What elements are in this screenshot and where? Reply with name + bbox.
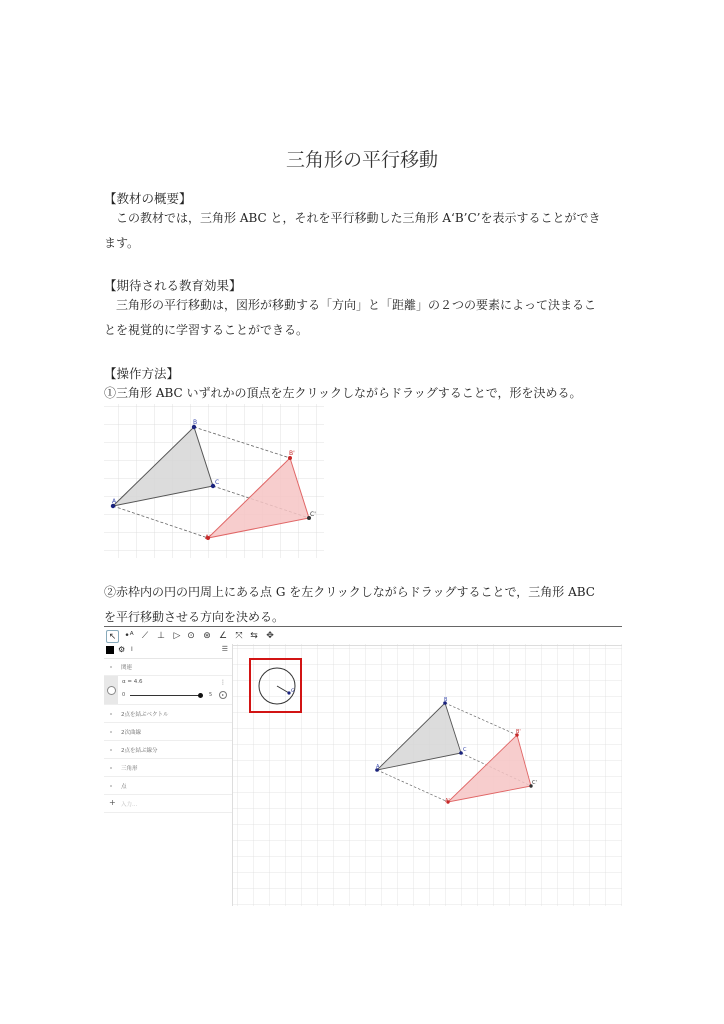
algebra-item-3[interactable] [104, 741, 232, 759]
slider-min: 0 [122, 692, 126, 698]
operation-step-2 [104, 580, 626, 630]
label-a: A [376, 764, 380, 770]
label-a: A [112, 498, 117, 505]
move-view-tool-icon[interactable]: ✥ [266, 631, 274, 641]
color-swatch-icon[interactable] [106, 646, 114, 654]
label-c-prime: C' [310, 511, 316, 518]
overview-paragraph [104, 206, 626, 256]
bullet-icon [110, 785, 112, 787]
page-title: 三角形の平行移動 [285, 149, 438, 171]
bullet-icon [110, 749, 112, 751]
label-b: B [193, 419, 198, 426]
operation-heading: 【操作方法】 [104, 366, 180, 381]
effect-heading: 【期待される教育効果】 [104, 278, 242, 293]
overview-heading: 【教材の概要】 [104, 191, 192, 206]
point-tool-icon[interactable]: •ᴬ [124, 631, 134, 641]
slider-max: 5 [209, 692, 213, 698]
circle-arc-tool-icon[interactable]: ⊛ [203, 631, 211, 641]
label-c: C [215, 479, 220, 486]
algebra-item-label: 関連 [121, 665, 133, 671]
algebra-item-1[interactable] [104, 705, 232, 723]
slider-handle[interactable] [198, 693, 203, 698]
slider-visibility-toggle[interactable] [104, 676, 118, 704]
figure-triangle-translation [104, 404, 324, 558]
slider-item[interactable] [104, 676, 232, 705]
geogebra-app [104, 626, 622, 906]
input-bar[interactable] [104, 795, 232, 813]
label-b: B [444, 697, 448, 703]
line-tool-icon[interactable]: ⟋ [141, 631, 149, 641]
step-2-line-2: を平行移動させる方向を決める。 [104, 610, 285, 624]
label-a-prime: A' [445, 798, 450, 804]
label-a-prime: A' [205, 534, 211, 541]
operation-step-1 [104, 381, 626, 406]
algebra-item-label: 点 [121, 783, 127, 790]
sort-icon[interactable]: ☰ [221, 645, 228, 653]
label-g: G [291, 689, 295, 694]
toggle-icon[interactable]: I [131, 646, 133, 653]
overview-line-1: この教材では，三角形 ABC と，それを平行移動した三角形 A‘B’C’を表示することができ [116, 211, 601, 225]
bullet-icon [110, 666, 112, 668]
algebra-item-label: 三角形 [121, 765, 138, 772]
move-tool-icon[interactable]: ↖ [106, 630, 119, 643]
label-b-prime: B' [289, 450, 295, 457]
geogebra-toolbar [104, 626, 622, 646]
bullet-icon [110, 731, 112, 733]
plus-icon[interactable]: + [109, 798, 116, 807]
overview-line-2: ます。 [104, 236, 140, 250]
visibility-circle-icon [107, 686, 116, 695]
algebra-item-5[interactable] [104, 777, 232, 795]
gear-icon[interactable]: ⚙ [118, 645, 126, 654]
play-icon[interactable]: ▸ [219, 691, 227, 699]
algebra-item-label: 2点を結ぶベクトル [121, 711, 169, 718]
algebra-item-4[interactable] [104, 759, 232, 777]
bullet-icon [110, 713, 112, 715]
polygon-tool-icon[interactable]: ▷ [173, 631, 181, 641]
algebra-item-label: 2点を結ぶ線分 [121, 747, 158, 754]
slider-track[interactable] [130, 695, 200, 696]
label-c-prime: C' [532, 780, 537, 786]
angle-tool-icon[interactable]: ∠ [218, 631, 228, 641]
label-c: C [463, 747, 467, 753]
bullet-icon [110, 767, 112, 769]
slider-tool-icon[interactable]: ⇆ [250, 631, 258, 641]
input-placeholder[interactable]: 入力... [121, 801, 138, 808]
highlight-box [249, 658, 302, 713]
step-1-text: ①三角形 ABC いずれかの頂点を左クリックしながらドラッグすることで，形を決める。 [104, 386, 582, 400]
algebra-header [104, 644, 232, 659]
algebra-panel [104, 644, 233, 906]
slider-label: α = 4.6 [122, 679, 143, 685]
step-2-line-1: ②赤枠内の円の円周上にある点 G を左クリックしながらドラッグすることで，三角形 ABC [104, 585, 595, 599]
menu-dots-icon[interactable]: ⋮ [220, 679, 226, 686]
effect-line-1: 三角形の平行移動は，図形が移動する「方向」と「距離」の２つの要素によって決まるこ [116, 298, 597, 312]
algebra-item-2[interactable] [104, 723, 232, 741]
algebra-item-0[interactable] [104, 659, 232, 676]
effect-line-2: とを視覚的に学習することができる。 [104, 323, 309, 337]
effect-paragraph [104, 293, 626, 343]
algebra-item-label: 2次曲線 [121, 729, 141, 736]
circle-tool-icon[interactable]: ⊙ [187, 631, 195, 641]
reflect-tool-icon[interactable]: ⤧ [235, 631, 243, 641]
label-b-prime: B' [516, 729, 521, 735]
perpendicular-tool-icon[interactable]: ⊥ [157, 631, 165, 641]
